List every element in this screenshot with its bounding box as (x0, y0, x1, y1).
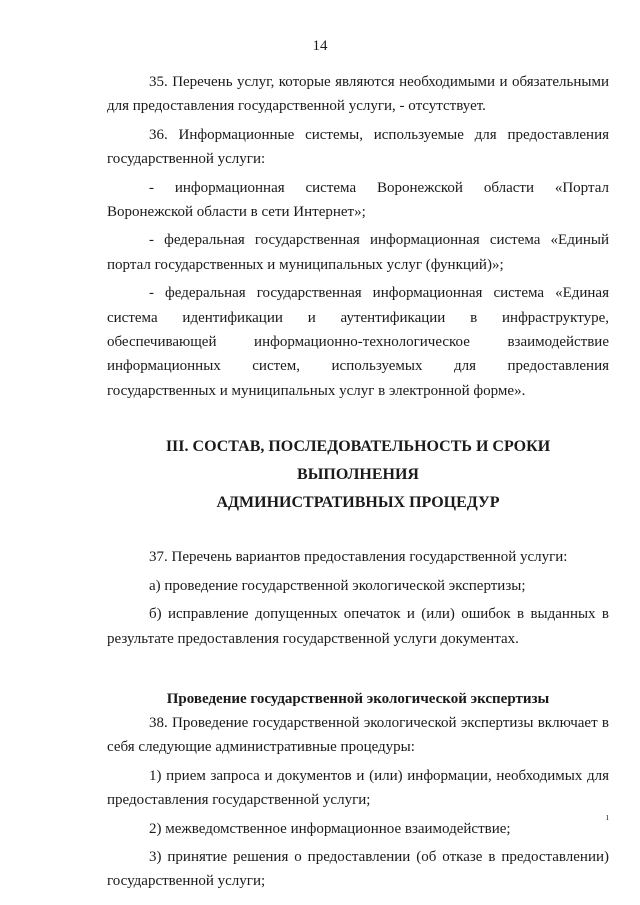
section-heading-line-2: АДМИНИСТРАТИВНЫХ ПРОЦЕДУР (216, 494, 500, 512)
document-body (107, 70, 609, 894)
list-item-regional-portal: - информационная система Воронежской области «Портал Воронежской области в сети Интернет»; (107, 179, 609, 221)
procedure-3: 3) принятие решения о предоставлении (об отказе в предоставлении) государственной услуги; (107, 848, 609, 890)
list-item-esia: - федеральная государственная информационная система «Единая система идентификации и аутентификации в инфраструктуре, обеспечивающей информационно-технологическое взаимодействие информационных систем, используемых для предоставления государственных и муниципальных услуг в электронной форме». (107, 285, 609, 399)
paragraph-37: 37. Перечень вариантов предоставления государственной услуги: (149, 549, 568, 566)
paragraph-35: 35. Перечень услуг, которые являются необходимыми и обязательными для предоставления государственной услуги, - отсутствует. (107, 74, 609, 115)
subheading: Проведение государственной экологической экспертизы (166, 690, 550, 707)
margin-mark: ı (606, 812, 609, 823)
paragraph-36: 36. Информационные системы, используемые для предоставления государственной услуги: (107, 126, 609, 168)
section-heading-line-1: III. СОСТАВ, ПОСЛЕДОВАТЕЛЬНОСТЬ И СРОКИ ВЫПОЛНЕНИЯ (165, 438, 551, 484)
page-number: 14 (312, 38, 328, 54)
list-item-federal-portal: - федеральная государственная информационная система «Единый портал государственных и муниципальных услуг (функций)»; (107, 232, 609, 273)
list-item-b: б) исправление допущенных опечаток и (или) ошибок в выданных в результате предоставления государственной услуги документах. (107, 606, 609, 647)
procedure-2: 2) межведомственное информационное взаимодействие; (149, 820, 511, 837)
paragraph-38: 38. Проведение государственной экологической экспертизы включает в себя следующие административные процедуры: (107, 714, 609, 756)
procedure-1: 1) прием запроса и документов и (или) информации, необходимых для предоставления государственной услуги; (107, 767, 609, 809)
section-heading (107, 433, 609, 517)
list-item-a: а) проведение государственной экологической экспертизы; (149, 577, 526, 594)
